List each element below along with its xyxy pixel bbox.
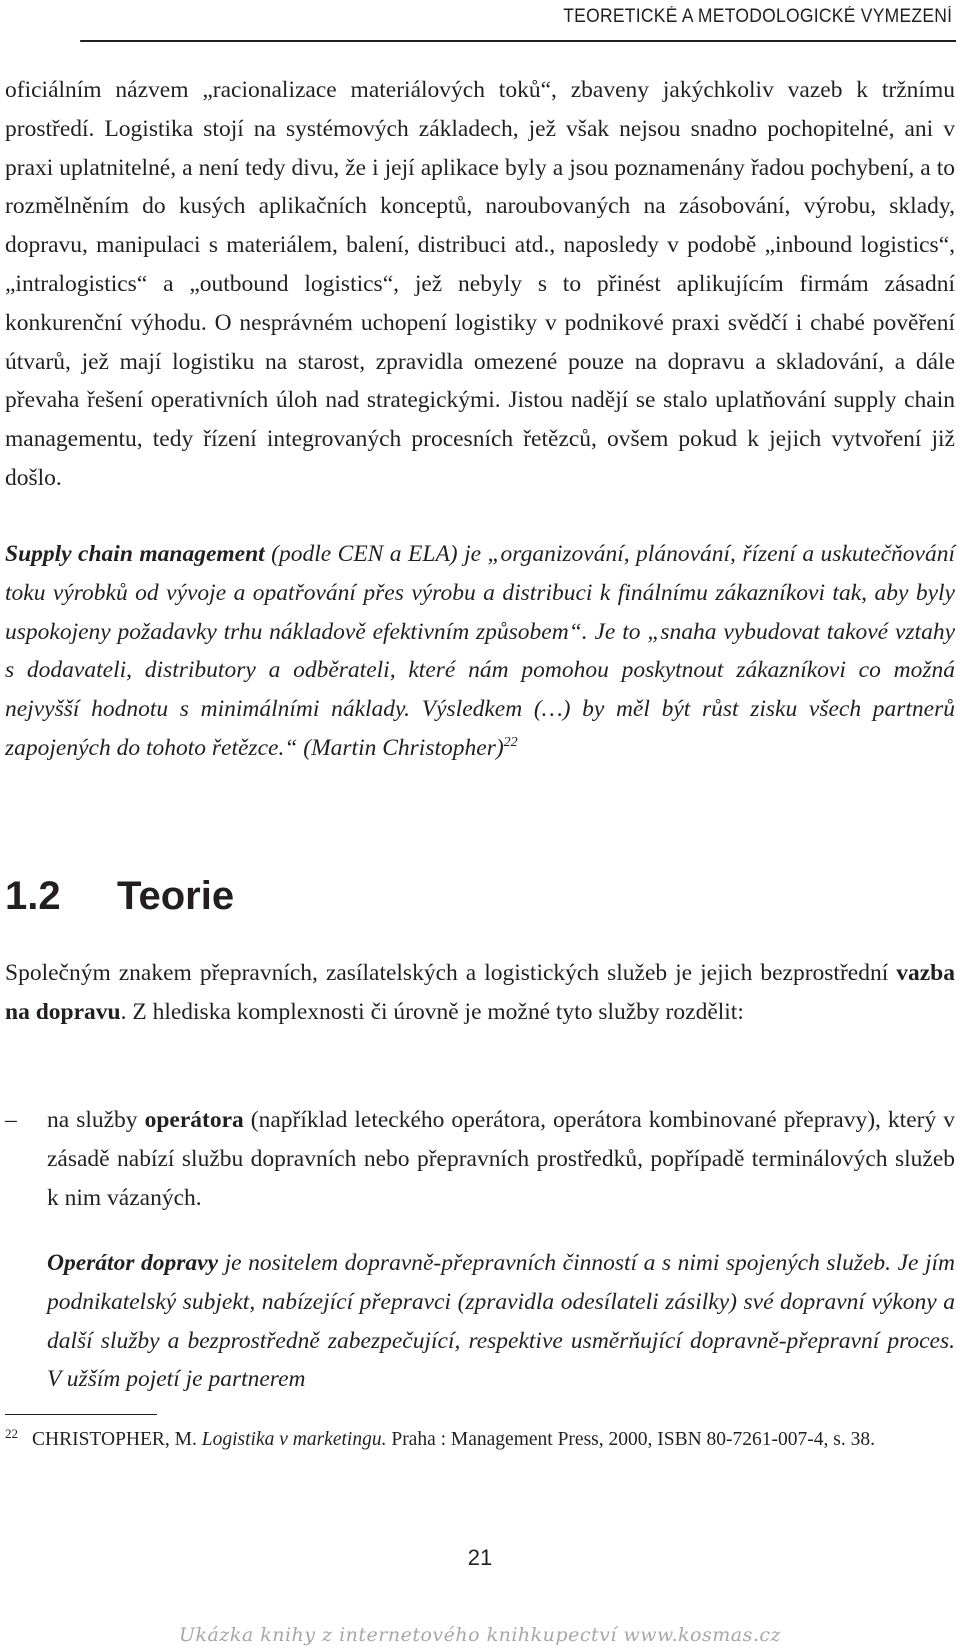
definition-term: Supply chain management bbox=[5, 541, 265, 567]
section-number: 1.2 bbox=[5, 874, 61, 918]
page-number: 21 bbox=[467, 1545, 493, 1570]
footnote-divider bbox=[5, 1414, 157, 1415]
footnote-reference: 22 bbox=[503, 735, 518, 751]
footnote-author: CHRISTOPHER, M. bbox=[32, 1429, 202, 1450]
footnote-number: 22 bbox=[5, 1425, 18, 1441]
section-title: Teorie bbox=[117, 874, 235, 918]
body-paragraph bbox=[5, 954, 955, 1032]
definition-text: je nositelem dopravně-přepravních činností a s nimi spojených služeb. Je jím podnikatelský subjekt, nabízející přepravci (zpravidla odesílateli zásilky) své dopravní výkony a další služby a bezprostředně zabezpečující, respektive usměrňující dopravně-přepravní proces. V užším pojetí je partnerem bbox=[47, 1250, 955, 1393]
footnote bbox=[5, 1423, 955, 1456]
definition-term: Operátor dopravy bbox=[47, 1250, 219, 1276]
running-head: TEORETICKÉ A METODOLOGICKÉ VYMEZENÍ bbox=[80, 0, 956, 42]
body-paragraph: oficiálním názvem „racionalizace materiálových toků“, zbaveny jakýchkoliv vazeb k tržnímu prostředí. Logistika stojí na systémových základech, jež však nejsou snadno pochopitelné, ani v praxi uplatnitelné, a není tedy divu, že i její aplikace byly a jsou poznamenány řadou pochybení, a to rozmělněním do kusých aplikačních konceptů, naroubovaných na zásobování, výrobu, sklady, dopravu, manipulaci s materiálem, balení, distribuci atd., naposledy v podobě „inbound logistics“, „intralogistics“ a „outbound logistics“, jež nebyly s to přinést aplikujícím firmám zásadní konkurenční výhodu. O nesprávném uchopení logistiky v podnikové praxi svědčí i chabé pověření útvarů, jež mají logistiku na starost, zpravidla omezené pouze na dopravu a skladování, a dále převaha řešení operativních úloh nad strategickými. Jistou nadějí se stalo uplatňování supply chain managementu, tedy řízení integrovaných procesních řetězců, ovšem pokud k jejich vytvoření již došlo. bbox=[5, 77, 955, 491]
list-text: (například leteckého operátora, operátora kombinované přepravy), který v zásadě nabízí službu dopravních nebo přepravních prostředků, popřípadě terminálových služeb k nim vázaných. bbox=[47, 1107, 955, 1211]
footnote-rest: Praha : Management Press, 2000, ISBN 80-7261-007-4, s. 38. bbox=[386, 1429, 875, 1450]
operator-definition-paragraph bbox=[47, 1244, 955, 1399]
paragraph-text: . Z hlediska komplexnosti či úrovně je možné tyto služby rozdělit: bbox=[120, 998, 744, 1025]
paragraph-text: Společným znakem přepravních, zasílatelských a logistických služeb je jejich bezprostřední bbox=[5, 960, 897, 986]
emphasis-text: operátora bbox=[144, 1107, 244, 1133]
emphasis-text: vazba na dopravu bbox=[5, 960, 955, 1025]
section-heading bbox=[5, 866, 234, 926]
watermark: Ukázka knihy z internetového knihkupectví www.kosmas.cz bbox=[178, 1624, 782, 1646]
definition-paragraph bbox=[5, 535, 955, 768]
list-item-text bbox=[47, 1101, 955, 1217]
list-item bbox=[5, 1101, 955, 1217]
list-dash: – bbox=[5, 1107, 17, 1133]
definition-text: (podle CEN a ELA) je „organizování, plánování, řízení a uskutečňování toku výrobků od vývoje a opatřování přes výrobu a distribuci k finálnímu zákazníkovi tak, aby byly uspokojeny požadavky trhu nákladově efektivním způsobem“. Je to „snaha vybudovat takové vztahy s dodavateli, distributory a odběrateli, které nám pomohou poskytnout zákazníkovi co možná nejvyšší hodnotu s minimálními náklady. Výsledkem (…) by měl být růst zisku všech partnerů zapojených do tohoto řetězce.“ (Martin Christopher) bbox=[5, 541, 955, 761]
list-text: na služby bbox=[47, 1107, 145, 1133]
footnote-title: Logistika v marketingu. bbox=[201, 1429, 387, 1450]
